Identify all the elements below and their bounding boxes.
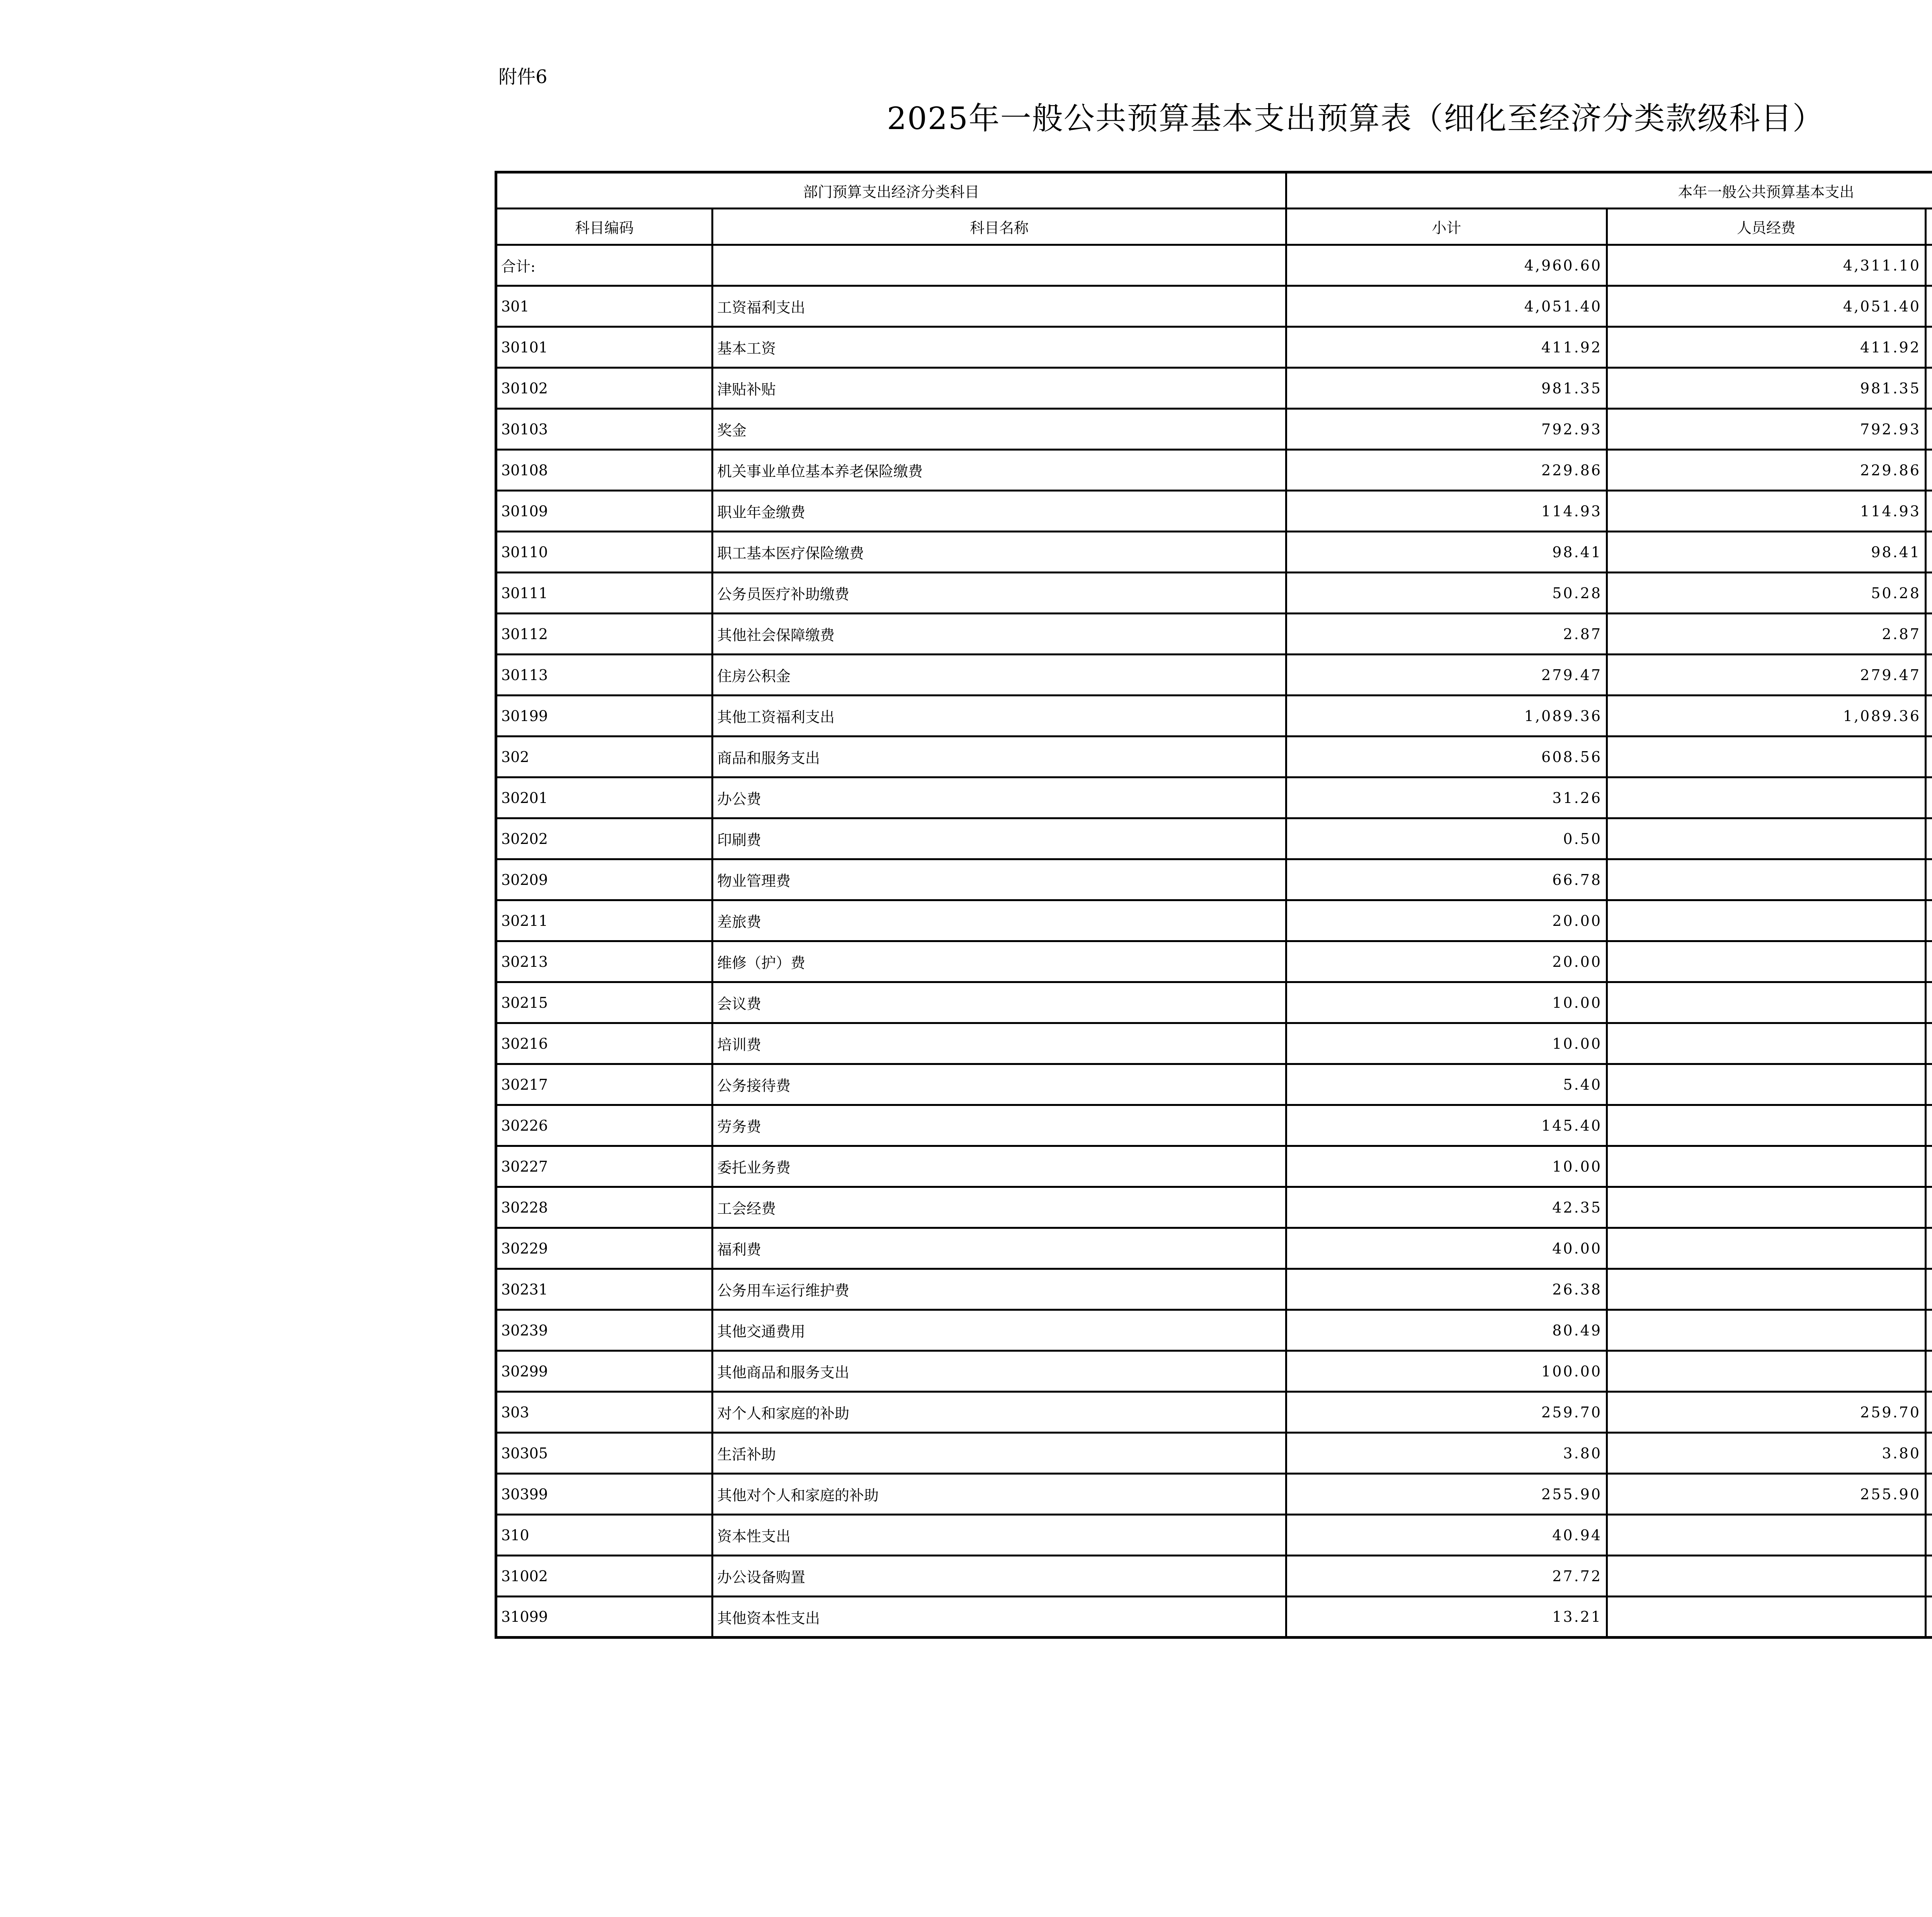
cell-subject-name: 资本性支出 bbox=[713, 1515, 1286, 1556]
cell-personnel-expense: 411.92 bbox=[1607, 327, 1926, 368]
cell-subject-code: 30102 bbox=[496, 368, 713, 409]
cell-public-expense bbox=[1926, 532, 1932, 573]
budget-table bbox=[495, 171, 1932, 1639]
table-row bbox=[496, 1474, 1932, 1515]
header-subject-name: 科目名称 bbox=[713, 209, 1286, 245]
cell-subject-code: 30108 bbox=[496, 450, 713, 491]
cell-subject-code: 302 bbox=[496, 737, 713, 777]
cell-personnel-expense: 114.93 bbox=[1607, 491, 1926, 532]
cell-subtotal: 42.35 bbox=[1286, 1187, 1607, 1228]
cell-public-expense bbox=[1926, 859, 1932, 900]
cell-subject-code: 303 bbox=[496, 1392, 713, 1433]
table-row bbox=[496, 614, 1932, 655]
table-row bbox=[496, 1187, 1932, 1228]
cell-subject-code: 30111 bbox=[496, 573, 713, 614]
table-row bbox=[496, 1146, 1932, 1187]
cell-subject-name: 劳务费 bbox=[713, 1105, 1286, 1146]
header-subtotal: 小计 bbox=[1286, 209, 1607, 245]
cell-subject-code: 31002 bbox=[496, 1556, 713, 1597]
cell-personnel-expense: 279.47 bbox=[1607, 655, 1926, 696]
cell-public-expense bbox=[1926, 491, 1932, 532]
cell-subject-code: 30201 bbox=[496, 777, 713, 818]
cell-public-expense bbox=[1926, 450, 1932, 491]
cell-subject-name: 津贴补贴 bbox=[713, 368, 1286, 409]
cell-subject-code: 30112 bbox=[496, 614, 713, 655]
cell-subject-name: 印刷费 bbox=[713, 818, 1286, 859]
cell-public-expense bbox=[1926, 1023, 1932, 1064]
cell-public-expense bbox=[1926, 696, 1932, 737]
table-row bbox=[496, 1105, 1932, 1146]
table-row bbox=[496, 1023, 1932, 1064]
cell-subject-code: 30110 bbox=[496, 532, 713, 573]
cell-subject-code: 30299 bbox=[496, 1351, 713, 1392]
header-group-row bbox=[496, 172, 1932, 209]
cell-subject-code: 30215 bbox=[496, 982, 713, 1023]
table-row bbox=[496, 1228, 1932, 1269]
table-row bbox=[496, 900, 1932, 941]
cell-subject-name: 福利费 bbox=[713, 1228, 1286, 1269]
cell-personnel-expense: 4,051.40 bbox=[1607, 286, 1926, 327]
table-row bbox=[496, 777, 1932, 818]
cell-subtotal: 981.35 bbox=[1286, 368, 1607, 409]
cell-subject-code: 30103 bbox=[496, 409, 713, 450]
cell-subject-name: 机关事业单位基本养老保险缴费 bbox=[713, 450, 1286, 491]
cell-subtotal: 4,051.40 bbox=[1286, 286, 1607, 327]
cell-subtotal: 20.00 bbox=[1286, 941, 1607, 982]
cell-subject-name: 工会经费 bbox=[713, 1187, 1286, 1228]
cell-subtotal: 80.49 bbox=[1286, 1310, 1607, 1351]
cell-personnel-expense bbox=[1607, 1351, 1926, 1392]
cell-subject-name: 工资福利支出 bbox=[713, 286, 1286, 327]
cell-subtotal: 10.00 bbox=[1286, 1023, 1607, 1064]
cell-personnel-expense bbox=[1607, 1146, 1926, 1187]
cell-personnel-expense: 255.90 bbox=[1607, 1474, 1926, 1515]
cell-subject-code: 30199 bbox=[496, 696, 713, 737]
cell-subject-name: 基本工资 bbox=[713, 327, 1286, 368]
cell-public-expense bbox=[1926, 1269, 1932, 1310]
cell-subject-code: 30229 bbox=[496, 1228, 713, 1269]
cell-subject-code: 30209 bbox=[496, 859, 713, 900]
cell-subject-code: 310 bbox=[496, 1515, 713, 1556]
cell-subject-code: 30211 bbox=[496, 900, 713, 941]
cell-subtotal: 411.92 bbox=[1286, 327, 1607, 368]
header-subject-code: 科目编码 bbox=[496, 209, 713, 245]
table-row bbox=[496, 1310, 1932, 1351]
cell-subtotal: 2.87 bbox=[1286, 614, 1607, 655]
table-row bbox=[496, 1556, 1932, 1597]
cell-personnel-expense bbox=[1607, 941, 1926, 982]
cell-public-expense bbox=[1926, 1187, 1932, 1228]
cell-subject-name: 职业年金缴费 bbox=[713, 491, 1286, 532]
cell-subtotal: 255.90 bbox=[1286, 1474, 1607, 1515]
table-row bbox=[496, 573, 1932, 614]
cell-subject-code: 30305 bbox=[496, 1433, 713, 1474]
cell-personnel-expense bbox=[1607, 1187, 1926, 1228]
cell-personnel-expense: 981.35 bbox=[1607, 368, 1926, 409]
table-row bbox=[496, 818, 1932, 859]
cell-public-expense bbox=[1926, 368, 1932, 409]
cell-subject-name: 公务员医疗补助缴费 bbox=[713, 573, 1286, 614]
cell-personnel-expense bbox=[1607, 1064, 1926, 1105]
cell-personnel-expense bbox=[1607, 1556, 1926, 1597]
cell-subtotal: 1,089.36 bbox=[1286, 696, 1607, 737]
cell-subtotal: 40.00 bbox=[1286, 1228, 1607, 1269]
cell-subject-name: 公务接待费 bbox=[713, 1064, 1286, 1105]
cell-personnel-expense bbox=[1607, 1228, 1926, 1269]
table-row bbox=[496, 409, 1932, 450]
table-row bbox=[496, 368, 1932, 409]
cell-subject-code: 30399 bbox=[496, 1474, 713, 1515]
table-row bbox=[496, 737, 1932, 777]
table-row bbox=[496, 1433, 1932, 1474]
cell-subject-name: 其他交通费用 bbox=[713, 1310, 1286, 1351]
cell-subtotal: 66.78 bbox=[1286, 859, 1607, 900]
cell-subject-name: 其他社会保障缴费 bbox=[713, 614, 1286, 655]
cell-subtotal: 40.94 bbox=[1286, 1515, 1607, 1556]
cell-subject-name: 其他商品和服务支出 bbox=[713, 1351, 1286, 1392]
cell-subtotal: 145.40 bbox=[1286, 1105, 1607, 1146]
cell-public-expense bbox=[1926, 777, 1932, 818]
cell-subject-name: 培训费 bbox=[713, 1023, 1286, 1064]
cell-personnel-expense bbox=[1607, 1515, 1926, 1556]
cell-public-expense bbox=[1926, 245, 1932, 286]
cell-personnel-expense: 2.87 bbox=[1607, 614, 1926, 655]
header-personnel-expense: 人员经费 bbox=[1607, 209, 1926, 245]
cell-personnel-expense: 98.41 bbox=[1607, 532, 1926, 573]
cell-subject-code: 30202 bbox=[496, 818, 713, 859]
attachment-label: 附件6 bbox=[498, 66, 548, 88]
table-row bbox=[496, 982, 1932, 1023]
cell-subject-name: 对个人和家庭的补助 bbox=[713, 1392, 1286, 1433]
header-basic-expenditure: 本年一般公共预算基本支出 bbox=[1286, 172, 1932, 209]
cell-subject-code: 30217 bbox=[496, 1064, 713, 1105]
cell-subtotal: 20.00 bbox=[1286, 900, 1607, 941]
cell-subject-name bbox=[713, 245, 1286, 286]
cell-public-expense bbox=[1926, 818, 1932, 859]
cell-public-expense bbox=[1926, 1064, 1932, 1105]
cell-subtotal: 608.56 bbox=[1286, 737, 1607, 777]
cell-subtotal: 114.93 bbox=[1286, 491, 1607, 532]
page-title: 2025年一般公共预算基本支出预算表（细化至经济分类款级科目） bbox=[887, 100, 1824, 136]
cell-subject-name: 其他资本性支出 bbox=[713, 1597, 1286, 1638]
cell-personnel-expense bbox=[1607, 777, 1926, 818]
cell-subtotal: 98.41 bbox=[1286, 532, 1607, 573]
cell-subject-name: 维修（护）费 bbox=[713, 941, 1286, 982]
header-public-expense bbox=[1926, 209, 1932, 245]
cell-subject-code: 30227 bbox=[496, 1146, 713, 1187]
cell-subtotal: 10.00 bbox=[1286, 1146, 1607, 1187]
table-row bbox=[496, 1515, 1932, 1556]
cell-public-expense bbox=[1926, 655, 1932, 696]
cell-public-expense bbox=[1926, 1556, 1932, 1597]
cell-personnel-expense: 792.93 bbox=[1607, 409, 1926, 450]
cell-subject-code: 30239 bbox=[496, 1310, 713, 1351]
cell-public-expense bbox=[1926, 286, 1932, 327]
table-row bbox=[496, 286, 1932, 327]
table-row bbox=[496, 1597, 1932, 1638]
cell-subject-code: 合计: bbox=[496, 245, 713, 286]
cell-public-expense bbox=[1926, 1310, 1932, 1351]
cell-subtotal: 0.50 bbox=[1286, 818, 1607, 859]
cell-subject-code: 30113 bbox=[496, 655, 713, 696]
cell-personnel-expense: 4,311.10 bbox=[1607, 245, 1926, 286]
cell-public-expense bbox=[1926, 327, 1932, 368]
cell-public-expense bbox=[1926, 1105, 1932, 1146]
cell-subtotal: 13.21 bbox=[1286, 1597, 1607, 1638]
cell-personnel-expense bbox=[1607, 1105, 1926, 1146]
cell-personnel-expense bbox=[1607, 1310, 1926, 1351]
cell-subject-name: 职工基本医疗保险缴费 bbox=[713, 532, 1286, 573]
table-body bbox=[496, 245, 1932, 1638]
cell-personnel-expense: 1,089.36 bbox=[1607, 696, 1926, 737]
cell-subject-code: 301 bbox=[496, 286, 713, 327]
cell-subtotal: 259.70 bbox=[1286, 1392, 1607, 1433]
cell-subject-code: 30213 bbox=[496, 941, 713, 982]
cell-subject-code: 30109 bbox=[496, 491, 713, 532]
cell-public-expense bbox=[1926, 614, 1932, 655]
cell-public-expense bbox=[1926, 1146, 1932, 1187]
cell-public-expense bbox=[1926, 1597, 1932, 1638]
cell-subject-code: 30231 bbox=[496, 1269, 713, 1310]
cell-subtotal: 27.72 bbox=[1286, 1556, 1607, 1597]
cell-public-expense bbox=[1926, 1433, 1932, 1474]
table-row bbox=[496, 1064, 1932, 1105]
cell-personnel-expense bbox=[1607, 900, 1926, 941]
cell-subject-name: 奖金 bbox=[713, 409, 1286, 450]
cell-public-expense bbox=[1926, 737, 1932, 777]
cell-personnel-expense: 259.70 bbox=[1607, 1392, 1926, 1433]
cell-public-expense bbox=[1926, 573, 1932, 614]
cell-subtotal: 31.26 bbox=[1286, 777, 1607, 818]
cell-subtotal: 792.93 bbox=[1286, 409, 1607, 450]
cell-public-expense bbox=[1926, 941, 1932, 982]
cell-personnel-expense: 50.28 bbox=[1607, 573, 1926, 614]
cell-subject-code: 30228 bbox=[496, 1187, 713, 1228]
cell-subject-name: 办公设备购置 bbox=[713, 1556, 1286, 1597]
table-row bbox=[496, 655, 1932, 696]
cell-personnel-expense: 3.80 bbox=[1607, 1433, 1926, 1474]
cell-subtotal: 5.40 bbox=[1286, 1064, 1607, 1105]
cell-subject-name: 其他对个人和家庭的补助 bbox=[713, 1474, 1286, 1515]
cell-public-expense bbox=[1926, 409, 1932, 450]
table-row bbox=[496, 1269, 1932, 1310]
table-row bbox=[496, 450, 1932, 491]
cell-subtotal: 4,960.60 bbox=[1286, 245, 1607, 286]
table-row bbox=[496, 491, 1932, 532]
table-row bbox=[496, 1351, 1932, 1392]
total-row bbox=[496, 245, 1932, 286]
cell-subtotal: 26.38 bbox=[1286, 1269, 1607, 1310]
cell-public-expense bbox=[1926, 1392, 1932, 1433]
cell-subject-code: 30101 bbox=[496, 327, 713, 368]
cell-subject-code: 30216 bbox=[496, 1023, 713, 1064]
cell-subtotal: 3.80 bbox=[1286, 1433, 1607, 1474]
cell-subject-name: 物业管理费 bbox=[713, 859, 1286, 900]
cell-subject-name: 公务用车运行维护费 bbox=[713, 1269, 1286, 1310]
cell-personnel-expense bbox=[1607, 737, 1926, 777]
cell-subtotal: 100.00 bbox=[1286, 1351, 1607, 1392]
cell-public-expense bbox=[1926, 1228, 1932, 1269]
table-row bbox=[496, 941, 1932, 982]
cell-subject-name: 生活补助 bbox=[713, 1433, 1286, 1474]
cell-subtotal: 10.00 bbox=[1286, 982, 1607, 1023]
cell-personnel-expense bbox=[1607, 1269, 1926, 1310]
table-row bbox=[496, 327, 1932, 368]
table-row bbox=[496, 859, 1932, 900]
cell-personnel-expense bbox=[1607, 1597, 1926, 1638]
cell-public-expense bbox=[1926, 1515, 1932, 1556]
table-row bbox=[496, 1392, 1932, 1433]
header-economic-classification: 部门预算支出经济分类科目 bbox=[496, 172, 1286, 209]
header-column-row bbox=[496, 209, 1932, 245]
cell-subject-code: 30226 bbox=[496, 1105, 713, 1146]
cell-public-expense bbox=[1926, 1351, 1932, 1392]
cell-public-expense bbox=[1926, 900, 1932, 941]
cell-subtotal: 50.28 bbox=[1286, 573, 1607, 614]
cell-public-expense bbox=[1926, 982, 1932, 1023]
cell-subject-name: 差旅费 bbox=[713, 900, 1286, 941]
cell-subject-name: 商品和服务支出 bbox=[713, 737, 1286, 777]
cell-personnel-expense bbox=[1607, 818, 1926, 859]
cell-subject-name: 委托业务费 bbox=[713, 1146, 1286, 1187]
cell-personnel-expense: 229.86 bbox=[1607, 450, 1926, 491]
cell-subject-name: 其他工资福利支出 bbox=[713, 696, 1286, 737]
cell-subject-name: 住房公积金 bbox=[713, 655, 1286, 696]
table-row bbox=[496, 696, 1932, 737]
cell-subtotal: 229.86 bbox=[1286, 450, 1607, 491]
cell-personnel-expense bbox=[1607, 1023, 1926, 1064]
cell-subtotal: 279.47 bbox=[1286, 655, 1607, 696]
cell-subject-name: 会议费 bbox=[713, 982, 1286, 1023]
table-row bbox=[496, 532, 1932, 573]
cell-public-expense bbox=[1926, 1474, 1932, 1515]
cell-personnel-expense bbox=[1607, 859, 1926, 900]
cell-personnel-expense bbox=[1607, 982, 1926, 1023]
cell-subject-name: 办公费 bbox=[713, 777, 1286, 818]
cell-subject-code: 31099 bbox=[496, 1597, 713, 1638]
